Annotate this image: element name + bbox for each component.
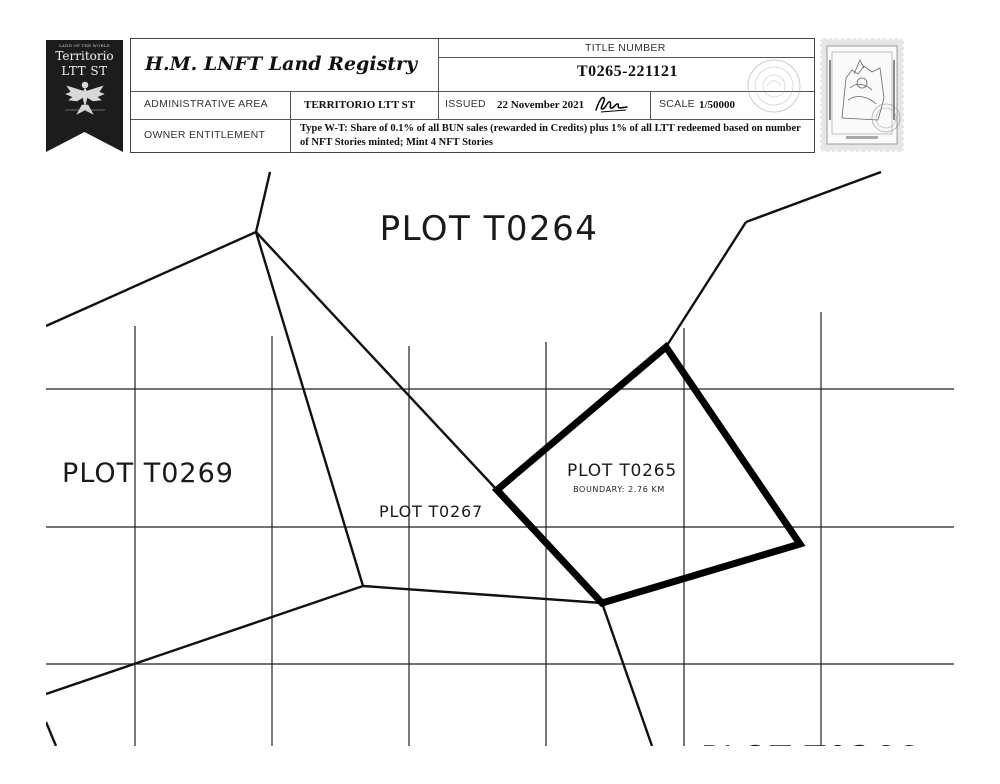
banner-top-text: LAND OF THE WORLD <box>59 43 110 48</box>
signature-icon <box>593 93 633 115</box>
banner-name-line2: LTT ST <box>61 64 108 78</box>
plot-label-t0269: PLOT T0269 <box>62 458 234 489</box>
issued-label: ISSUED <box>445 98 486 110</box>
owner-entitlement-value: Type W-T: Share of 0.1% of all BUN sales (rewarded in Credits) plus 1% of all LTT redeemed based on number of NFT Stories minted; Mint 4 NFT Stories <box>300 123 801 148</box>
plot-label-t0266-clip <box>701 739 920 779</box>
admin-area-label: ADMINISTRATIVE AREA <box>144 98 268 110</box>
eagle-crest-icon <box>65 80 105 118</box>
owner-entitlement-label: OWNER ENTITLEMENT <box>144 129 266 141</box>
wax-seal-icon <box>745 57 803 115</box>
plot-label-t0264: PLOT T0264 <box>379 209 599 249</box>
plot-label-t0265: PLOT T0265 <box>567 461 677 481</box>
plot-boundary-length: BOUNDARY: 2.76 KM <box>573 485 665 494</box>
issued-value: 22 November 2021 <box>497 99 585 111</box>
plot-label-t0267: PLOT T0267 <box>379 502 483 521</box>
postage-stamp-icon <box>820 38 904 152</box>
title-number-label: TITLE NUMBER <box>585 42 666 54</box>
scale-value: 1/50000 <box>699 99 736 111</box>
registry-title: H.M. LNFT Land Registry <box>145 53 418 75</box>
scale-label: SCALE <box>659 98 695 110</box>
territory-banner <box>46 40 123 152</box>
banner-name-line1: Territorio <box>55 49 114 63</box>
admin-area-value: TERRITORIO LTT ST <box>304 99 416 111</box>
plot-label-t0266: PLOT T0266 <box>700 739 920 779</box>
title-number: T0265-221121 <box>576 63 679 80</box>
title-header <box>130 38 815 153</box>
